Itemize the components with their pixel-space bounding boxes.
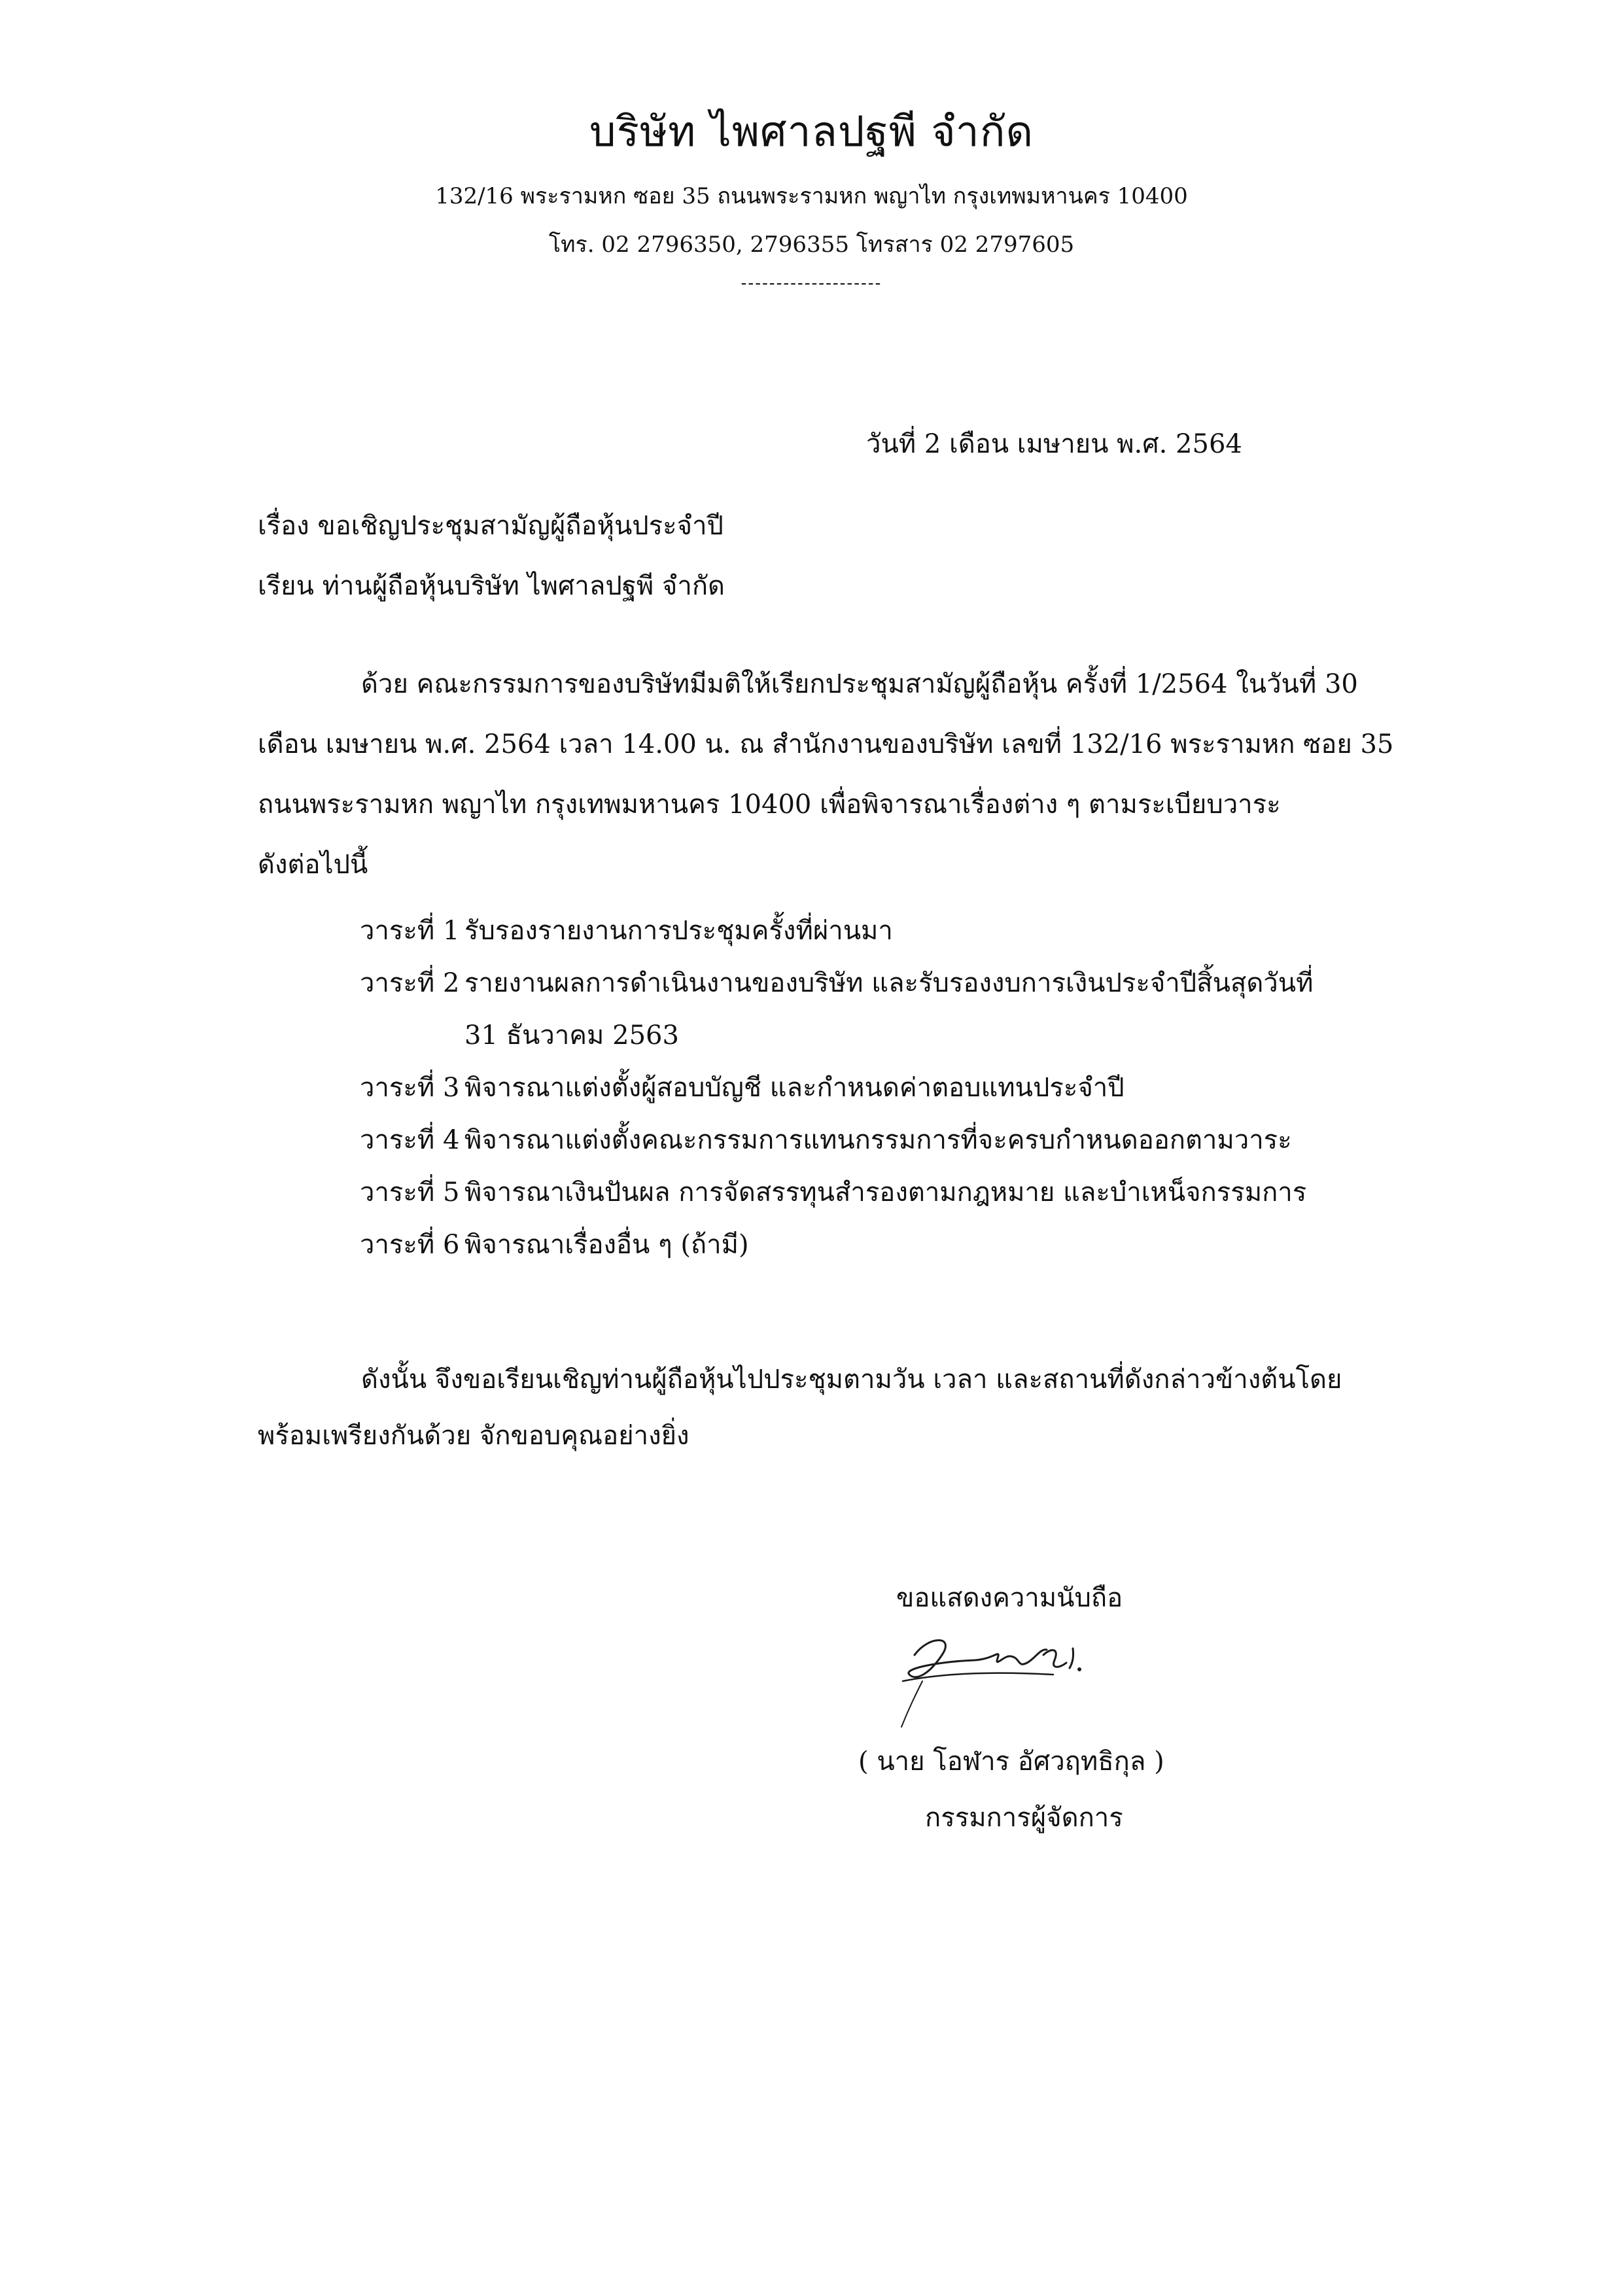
closing-line: พร้อมเพรียงกันด้วย จักขอบคุณอย่างยิ่ง: [258, 1421, 689, 1451]
agenda-list: [360, 905, 1313, 1271]
agenda-text: พิจารณาแต่งตั้งผู้สอบบัญชี และกำหนดค่าตอบแทนประจำปี: [464, 1073, 1125, 1103]
agenda-item: [360, 905, 1313, 957]
signer-title: กรรมการผู้จัดการ: [925, 1803, 1123, 1833]
agenda-text: พิจารณาแต่งตั้งคณะกรรมการแทนกรรมการที่จะครบกำหนดออกตามวาระ: [464, 1125, 1292, 1155]
agenda-number: วาระที่ 5: [360, 1177, 460, 1208]
agenda-text: 31 ธันวาคม 2563: [464, 1020, 679, 1051]
intro-line: ด้วย คณะกรรมการของบริษัทมีมติให้เรียกประชุมสามัญผู้ถือหุ้น ครั้งที่ 1/2564 ในวันที่ 30: [361, 669, 1358, 699]
agenda-number: วาระที่ 6: [360, 1230, 460, 1260]
signer-name: ( นาย โอฬาร อัศวฤทธิกุล ): [858, 1747, 1164, 1777]
agenda-number: วาระที่ 1: [360, 916, 460, 946]
agenda-item-continuation: [360, 1009, 1313, 1062]
company-phone: โทร. 02 2796350, 2796355 โทรสาร 02 2797605: [548, 232, 1075, 258]
intro-line: ถนนพระรามหก พญาไท กรุงเทพมหานคร 10400 เพื่อพิจารณาเรื่องต่าง ๆ ตามระเบียบวาระ: [258, 790, 1281, 820]
agenda-item: [360, 957, 1313, 1009]
intro-paragraph: [258, 654, 1394, 895]
company-address: 132/16 พระรามหก ซอย 35 ถนนพระรามหก พญาไท กรุงเทพมหานคร 10400: [435, 183, 1188, 209]
closing-line: ดังนั้น จึงขอเรียนเชิญท่านผู้ถือหุ้นไปประชุมตามวัน เวลา และสถานที่ดังกล่าวข้างต้นโดย: [361, 1365, 1342, 1395]
agenda-item: [360, 1114, 1313, 1166]
letter-date: วันที่ 2 เดือน เมษายน พ.ศ. 2564: [866, 429, 1242, 459]
company-name: บริษัท ไพศาลปฐพี จำกัด: [589, 108, 1034, 156]
intro-line: ดังต่อไปนี้: [258, 850, 368, 880]
letter-recipient: เรียน ท่านผู้ถือหุ้นบริษัท ไพศาลปฐพี จำกัด: [258, 571, 725, 601]
agenda-text: รับรองรายงานการประชุมครั้งที่ผ่านมา: [464, 916, 893, 946]
handwritten-signature: [864, 1609, 1112, 1740]
agenda-item: [360, 1166, 1313, 1219]
agenda-text: รายงานผลการดำเนินงานของบริษัท และรับรองงบการเงินประจำปีสิ้นสุดวันที่: [464, 968, 1314, 998]
agenda-text: พิจารณาเรื่องอื่น ๆ (ถ้ามี): [464, 1230, 749, 1260]
agenda-number: วาระที่ 2: [360, 968, 460, 998]
agenda-item: [360, 1062, 1313, 1114]
agenda-text: พิจารณาเงินปันผล การจัดสรรทุนสำรองตามกฎหมาย และบำเหน็จกรรมการ: [464, 1177, 1307, 1208]
header-divider: --------------------: [741, 273, 882, 293]
agenda-number: วาระที่ 3: [360, 1073, 460, 1103]
agenda-item: [360, 1219, 1313, 1271]
agenda-number: วาระที่ 4: [360, 1125, 460, 1155]
closing-paragraph: [258, 1351, 1342, 1464]
complimentary-close: ขอแสดงความนับถือ: [896, 1583, 1123, 1613]
intro-line: เดือน เมษายน พ.ศ. 2564 เวลา 14.00 น. ณ สำนักงานของบริษัท เลขที่ 132/16 พระรามหก ซอย 35: [258, 729, 1394, 759]
letter-subject: เรื่อง ขอเชิญประชุมสามัญผู้ถือหุ้นประจำปี: [258, 511, 724, 541]
